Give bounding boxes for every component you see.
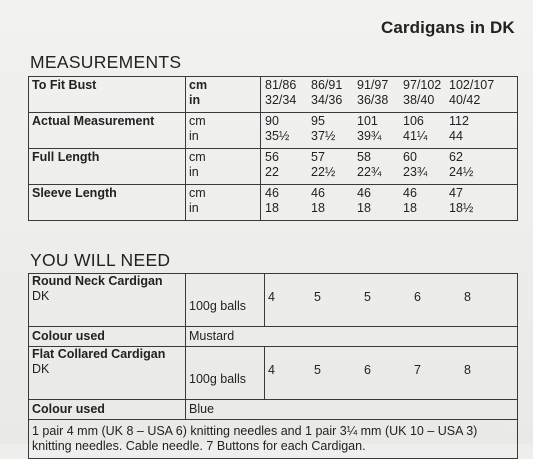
unit-cell: cm in bbox=[186, 77, 261, 113]
ball-unit-cell: 100g balls bbox=[186, 347, 265, 400]
ball-count-cell: 4 5 5 6 8 bbox=[265, 274, 518, 327]
measurements-heading: MEASUREMENTS bbox=[30, 52, 182, 72]
cardigan-name-cell: Flat Collared Cardigan DK bbox=[29, 347, 186, 400]
colour-label: Colour used bbox=[29, 400, 186, 420]
row-label: Actual Measurement bbox=[29, 113, 186, 149]
values-cell: 90 95 101 106 112 35½ 37½ 39¾ 41¼ 44 bbox=[261, 113, 518, 149]
table-row bbox=[29, 149, 518, 185]
unit-cell: cm in bbox=[186, 185, 261, 221]
table-row bbox=[29, 400, 518, 420]
table-row bbox=[29, 185, 518, 221]
colour-value: Mustard bbox=[186, 327, 518, 347]
values-cell: 56 57 58 60 62 22 22½ 22¾ 23¾ 24½ bbox=[261, 149, 518, 185]
row-label: Full Length bbox=[29, 149, 186, 185]
page-title: Cardigans in DK bbox=[381, 18, 515, 37]
table-row bbox=[29, 420, 518, 459]
row-label: To Fit Bust bbox=[29, 77, 186, 113]
unit-cell: cm in bbox=[186, 113, 261, 149]
unit-cell: cm in bbox=[186, 149, 261, 185]
table-row bbox=[29, 113, 518, 149]
table-row bbox=[29, 327, 518, 347]
measurements-table bbox=[28, 76, 518, 221]
you-will-need-heading: YOU WILL NEED bbox=[30, 250, 171, 270]
values-cell: 81/86 86/91 91/97 97/102 102/107 32/34 34/36 36/38 38/40 40/42 bbox=[261, 77, 518, 113]
values-cell: 46 46 46 46 47 18 18 18 18 18½ bbox=[261, 185, 518, 221]
ball-count-cell: 4 5 6 7 8 bbox=[265, 347, 518, 400]
colour-label: Colour used bbox=[29, 327, 186, 347]
cardigan-name-cell: Round Neck Cardigan DK bbox=[29, 274, 186, 327]
table-row bbox=[29, 274, 518, 327]
ball-unit-cell: 100g balls bbox=[186, 274, 265, 327]
you-will-need-table bbox=[28, 273, 518, 459]
table-row bbox=[29, 77, 518, 113]
needles-note: 1 pair 4 mm (UK 8 – USA 6) knitting needles and 1 pair 3¼ mm (UK 10 – USA 3) knitting needles. Cable needle. 7 Buttons for each Cardigan. bbox=[29, 420, 518, 459]
row-label: Sleeve Length bbox=[29, 185, 186, 221]
colour-value: Blue bbox=[186, 400, 518, 420]
table-row bbox=[29, 347, 518, 400]
